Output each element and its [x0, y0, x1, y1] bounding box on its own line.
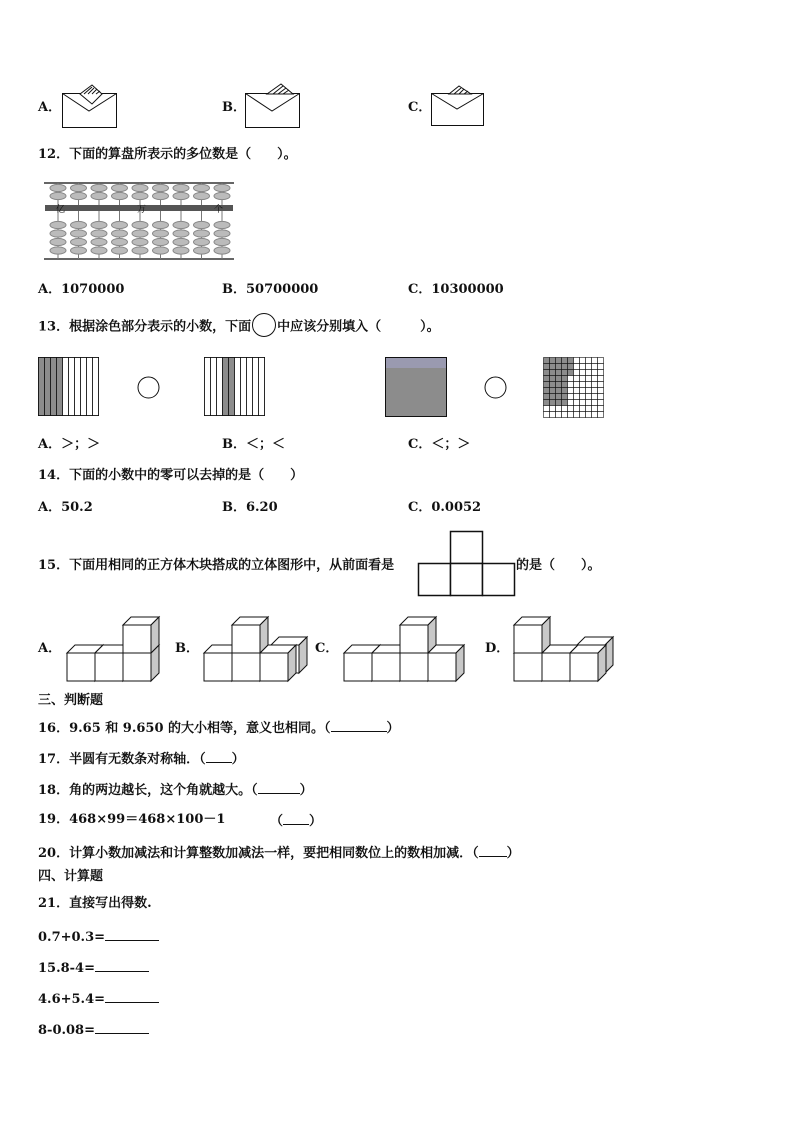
judge-20-text: 20．计算小数加减法和计算整数加减法一样，要把相同数位上的数相加减．（: [38, 846, 479, 861]
q15-option-a-label[interactable]: A．: [38, 641, 62, 656]
section3-title: 三、判断题: [38, 693, 104, 708]
abacus-bead: [194, 221, 210, 228]
abacus-bead: [173, 247, 189, 254]
calc-2-text: 15.8-4=: [38, 961, 95, 976]
grid-cell: [574, 382, 580, 388]
grid-cell: [598, 376, 604, 382]
grid-cell: [562, 358, 568, 364]
q15-option-d-label[interactable]: D．: [485, 641, 510, 656]
grid-cell: [598, 370, 604, 376]
abacus-bead: [214, 238, 230, 245]
q15-cube-figure-d: [513, 608, 623, 686]
cube-front: [514, 625, 542, 653]
q13-square-figure-1: [385, 357, 449, 419]
calc-item-4: [38, 1021, 149, 1039]
stripe-cell: [63, 358, 69, 416]
abacus-bead: [71, 230, 87, 237]
q13-compare-circle-2: [484, 376, 508, 400]
grid-cell: [562, 376, 568, 382]
stripe-cell: [51, 358, 57, 416]
grid-cell: [592, 394, 598, 400]
grid-cell: [568, 394, 574, 400]
abacus-bead: [91, 247, 107, 254]
grid-cell: [562, 400, 568, 406]
cube-front: [400, 653, 428, 681]
abacus-bead: [112, 247, 128, 254]
q13-stem-before: 13．根据涂色部分表示的小数，下面: [38, 319, 252, 335]
q15-stem-before: 15．下面用相同的正方体木块搭成的立体图形中，从前面看是: [38, 558, 395, 573]
stripe-cell: [247, 358, 253, 416]
judge-18-text: 18．角的两边越长，这个角就越大。（: [38, 783, 258, 798]
abacus-bead: [91, 230, 107, 237]
grid-cell: [544, 364, 550, 370]
abacus-figure: [44, 180, 236, 264]
grid-cell: [556, 400, 562, 406]
grid-cell: [550, 388, 556, 394]
grid-cell: [550, 394, 556, 400]
grid-cell: [556, 376, 562, 382]
calc-2-blank[interactable]: [95, 959, 149, 972]
judge-17-close: ）: [231, 752, 245, 767]
abacus-bead: [173, 221, 189, 228]
grid-cell: [550, 370, 556, 376]
grid-cell: [568, 376, 574, 382]
q15-cube-figure-a: [66, 608, 176, 686]
grid-cell: [598, 388, 604, 394]
stripe-cell: [259, 358, 265, 416]
grid-cell: [592, 382, 598, 388]
judge-16-text: 16．9.65 和 9.650 的大小相等，意义也相同。（: [38, 721, 331, 736]
grid-cell: [544, 412, 550, 418]
grid-cell: [592, 364, 598, 370]
cube-front: [95, 653, 123, 681]
q13-option-a[interactable]: A．＞；＞: [38, 437, 101, 452]
stripe-cell: [75, 358, 81, 416]
grid-cell: [556, 412, 562, 418]
q13-option-c[interactable]: C．＜；＞: [408, 437, 471, 452]
grid-cell: [568, 370, 574, 376]
judge-item-19-answer: [270, 812, 322, 830]
abacus-bead: [194, 184, 210, 191]
grid-cell: [598, 406, 604, 412]
stripe-cell: [45, 358, 51, 416]
grid-cell: [568, 400, 574, 406]
grid-cell: [562, 394, 568, 400]
grid-cell: [568, 382, 574, 388]
abacus-bead: [132, 230, 148, 237]
stripe-cell: [229, 358, 235, 416]
q11-option-b-label[interactable]: B．: [222, 100, 246, 115]
q11-envelope-b-figure: [245, 84, 301, 130]
grid-cell: [580, 370, 586, 376]
cube-front: [123, 653, 151, 681]
abacus-bead: [153, 192, 169, 199]
grid-cell: [550, 364, 556, 370]
cube-front: [123, 625, 151, 653]
q12-option-a[interactable]: A．1070000: [38, 282, 125, 297]
abacus-bead: [214, 247, 230, 254]
q12-stem: 12．下面的算盘所表示的多位数是（ ）。: [38, 147, 297, 162]
grid-cell: [580, 358, 586, 364]
q12-option-b[interactable]: B．50700000: [222, 282, 319, 297]
abacus-bead: [194, 230, 210, 237]
abacus-bead: [50, 192, 66, 199]
grid-cell: [580, 400, 586, 406]
abacus-bead: [173, 238, 189, 245]
judge-19-open: （: [270, 814, 284, 829]
judge-17-blank[interactable]: [206, 750, 232, 763]
grid-cell: [544, 388, 550, 394]
q13-option-b[interactable]: B．＜；＜: [222, 437, 285, 452]
cube-front: [428, 653, 456, 681]
judge-20-close: ）: [506, 846, 520, 861]
q15-front-view-figure: [418, 531, 516, 597]
grid-cell: [568, 364, 574, 370]
grid-cell: [586, 364, 592, 370]
q13-compare-circle-1: [137, 376, 161, 400]
q15-cube-figure-c: [343, 608, 473, 686]
stripe-cell: [223, 358, 229, 416]
q12-option-c[interactable]: C．10300000: [408, 282, 504, 297]
grid-cell: [586, 382, 592, 388]
q14-option-b[interactable]: B．6.20: [222, 500, 278, 515]
q14-stem: 14．下面的小数中的零可以去掉的是（ ）: [38, 468, 304, 483]
calc-item-3: [38, 990, 159, 1008]
cube-front: [260, 653, 288, 681]
abacus-bead: [153, 238, 169, 245]
grid-cell: [574, 406, 580, 412]
q21-stem: 21．直接写出得数.: [38, 896, 152, 911]
grid-cell: [550, 412, 556, 418]
abacus-bead: [71, 221, 87, 228]
grid-cell: [544, 406, 550, 412]
grid-cell: [598, 364, 604, 370]
grid-cell: [592, 376, 598, 382]
grid-cell: [556, 388, 562, 394]
q11-option-a-label[interactable]: A．: [38, 100, 62, 115]
grid-cell: [574, 412, 580, 418]
grid-cell: [556, 364, 562, 370]
abacus-label-ge: 个: [214, 205, 224, 215]
abacus-bead: [173, 192, 189, 199]
grid-cell: [574, 358, 580, 364]
q13-stripes-figure-1: [38, 357, 102, 419]
stripe-cell: [253, 358, 259, 416]
q13-stem-after: 中应该分别填入（ ）。: [277, 319, 440, 335]
abacus-bead: [173, 184, 189, 191]
abacus-bead: [194, 238, 210, 245]
calc-1-blank[interactable]: [105, 928, 159, 941]
cube-front: [514, 653, 542, 681]
grid-cell: [580, 376, 586, 382]
q13-stripes-figure-2: [204, 357, 268, 419]
stripe-cell: [211, 358, 217, 416]
grid-cell: [598, 382, 604, 388]
grid-cell: [562, 406, 568, 412]
q13-stem: [38, 317, 440, 337]
grid-cell: [550, 400, 556, 406]
grid-cell: [562, 388, 568, 394]
grid-cell: [562, 382, 568, 388]
cube-front: [67, 653, 95, 681]
judge-item-18: [38, 781, 313, 799]
calc-item-1: [38, 928, 159, 946]
cube-front: [400, 625, 428, 653]
calc-4-blank[interactable]: [95, 1021, 149, 1034]
q11-option-c-label[interactable]: C．: [408, 100, 432, 115]
grid-cell: [550, 358, 556, 364]
grid-cell: [580, 406, 586, 412]
abacus-bead: [214, 221, 230, 228]
abacus-bead: [71, 192, 87, 199]
grid-cell: [556, 358, 562, 364]
calc-1-text: 0.7+0.3=: [38, 930, 106, 945]
stripe-cell: [57, 358, 63, 416]
abacus-bead: [50, 238, 66, 245]
grid-cell: [550, 382, 556, 388]
grid-cell: [562, 364, 568, 370]
abacus-bead: [132, 238, 148, 245]
abacus-bead: [91, 184, 107, 191]
grid-cell: [544, 358, 550, 364]
calc-3-blank[interactable]: [105, 990, 159, 1003]
cube-front: [570, 653, 598, 681]
stripe-cell: [235, 358, 241, 416]
abacus-bead: [112, 221, 128, 228]
grid-cell: [574, 376, 580, 382]
abacus-bead: [112, 238, 128, 245]
grid-cell: [544, 400, 550, 406]
stripe-cell: [217, 358, 223, 416]
grid-cell: [568, 388, 574, 394]
grid-cell: [556, 394, 562, 400]
grid-cell: [592, 406, 598, 412]
q13-grid-figure: [543, 357, 605, 419]
abacus-bead: [173, 230, 189, 237]
judge-item-17: [38, 750, 245, 768]
abacus-bead: [50, 230, 66, 237]
calc-item-2: [38, 959, 149, 977]
q14-option-a[interactable]: A．50.2: [38, 500, 93, 515]
abacus-bead: [71, 247, 87, 254]
stripe-cell: [69, 358, 75, 416]
grid-cell: [580, 364, 586, 370]
grid-cell: [556, 370, 562, 376]
grid-cell: [580, 412, 586, 418]
grid-cell: [544, 382, 550, 388]
grid-cell: [592, 370, 598, 376]
stripe-cell: [87, 358, 93, 416]
judge-16-close: ）: [386, 721, 400, 736]
judge-18-blank[interactable]: [258, 781, 300, 794]
q13-circle-inline: [252, 313, 276, 337]
grid-cell: [550, 376, 556, 382]
abacus-bead: [50, 247, 66, 254]
grid-cell: [586, 400, 592, 406]
grid-cell: [580, 394, 586, 400]
abacus-bead: [214, 230, 230, 237]
abacus-bead: [132, 184, 148, 191]
abacus-bead: [153, 230, 169, 237]
grid-cell: [598, 394, 604, 400]
q11-envelope-a-figure: [62, 84, 118, 130]
grid-cell: [574, 400, 580, 406]
judge-20-blank[interactable]: [479, 844, 507, 857]
abacus-bead: [194, 192, 210, 199]
grid-cell: [562, 370, 568, 376]
grid-cell: [592, 400, 598, 406]
grid-cell: [562, 412, 568, 418]
grid-cell: [574, 370, 580, 376]
grid-cell: [592, 412, 598, 418]
abacus-bead: [91, 221, 107, 228]
grid-cell: [556, 382, 562, 388]
abacus-bead: [214, 192, 230, 199]
abacus-bead: [50, 184, 66, 191]
grid-cell: [586, 388, 592, 394]
grid-cell: [598, 358, 604, 364]
stripe-cell: [39, 358, 45, 416]
grid-cell: [580, 388, 586, 394]
grid-cell: [598, 400, 604, 406]
abacus-bead: [153, 184, 169, 191]
judge-17-text: 17．半圆有无数条对称轴．（: [38, 752, 206, 767]
abacus-label-yi: 亿: [56, 205, 66, 215]
abacus-bead: [112, 192, 128, 199]
abacus-bead: [91, 238, 107, 245]
grid-cell: [550, 406, 556, 412]
abacus-bead: [50, 221, 66, 228]
grid-cell: [586, 394, 592, 400]
section4-title: 四、计算题: [38, 869, 104, 884]
grid-cell: [580, 382, 586, 388]
q15-option-b-label[interactable]: B．: [175, 641, 199, 656]
abacus-bead: [153, 247, 169, 254]
q11-envelope-c-figure: [431, 84, 487, 130]
abacus-bead: [71, 238, 87, 245]
grid-cell: [574, 394, 580, 400]
grid-cell: [544, 370, 550, 376]
abacus-bead: [132, 192, 148, 199]
abacus-bead: [214, 184, 230, 191]
grid-cell: [568, 358, 574, 364]
q15-cube-figure-b: [203, 608, 313, 686]
judge-18-close: ）: [299, 783, 313, 798]
abacus-bead: [132, 247, 148, 254]
judge-item-19-text: 19．468×99＝468×100－1: [38, 812, 226, 827]
abacus-bead: [91, 192, 107, 199]
grid-cell: [586, 358, 592, 364]
q15-option-c-label[interactable]: C．: [315, 641, 339, 656]
grid-cell: [568, 406, 574, 412]
grid-cell: [598, 412, 604, 418]
q15-stem-after: 的是（ ）。: [516, 558, 601, 573]
grid-cell: [586, 406, 592, 412]
cube-front: [372, 653, 400, 681]
judge-19-close: ）: [309, 814, 323, 829]
grid-cell: [544, 376, 550, 382]
grid-cell: [586, 412, 592, 418]
judge-16-blank[interactable]: [331, 719, 387, 732]
grid-cell: [568, 412, 574, 418]
abacus-bead: [132, 221, 148, 228]
judge-item-16: [38, 719, 400, 737]
stripe-cell: [241, 358, 247, 416]
grid-cell: [574, 364, 580, 370]
grid-cell: [586, 370, 592, 376]
cube-front: [542, 653, 570, 681]
cube-front: [232, 625, 260, 653]
abacus-bead: [112, 184, 128, 191]
stripe-cell: [205, 358, 211, 416]
cube-front: [232, 653, 260, 681]
abacus-bead: [112, 230, 128, 237]
cube-front: [204, 653, 232, 681]
grid-cell: [592, 358, 598, 364]
cube-front: [344, 653, 372, 681]
grid-cell: [592, 388, 598, 394]
stripe-cell: [93, 358, 99, 416]
grid-cell: [586, 376, 592, 382]
abacus-label-wan: 万: [137, 205, 147, 215]
grid-cell: [556, 406, 562, 412]
judge-19-blank[interactable]: [283, 812, 309, 825]
grid-cell: [544, 394, 550, 400]
judge-item-20: [38, 844, 520, 862]
calc-4-text: 8-0.08=: [38, 1023, 95, 1038]
abacus-bead: [71, 184, 87, 191]
abacus-bead: [194, 247, 210, 254]
grid-cell: [574, 388, 580, 394]
q14-option-c[interactable]: C．0.0052: [408, 500, 482, 515]
calc-3-text: 4.6+5.4=: [38, 992, 106, 1007]
abacus-bead: [153, 221, 169, 228]
stripe-cell: [81, 358, 87, 416]
